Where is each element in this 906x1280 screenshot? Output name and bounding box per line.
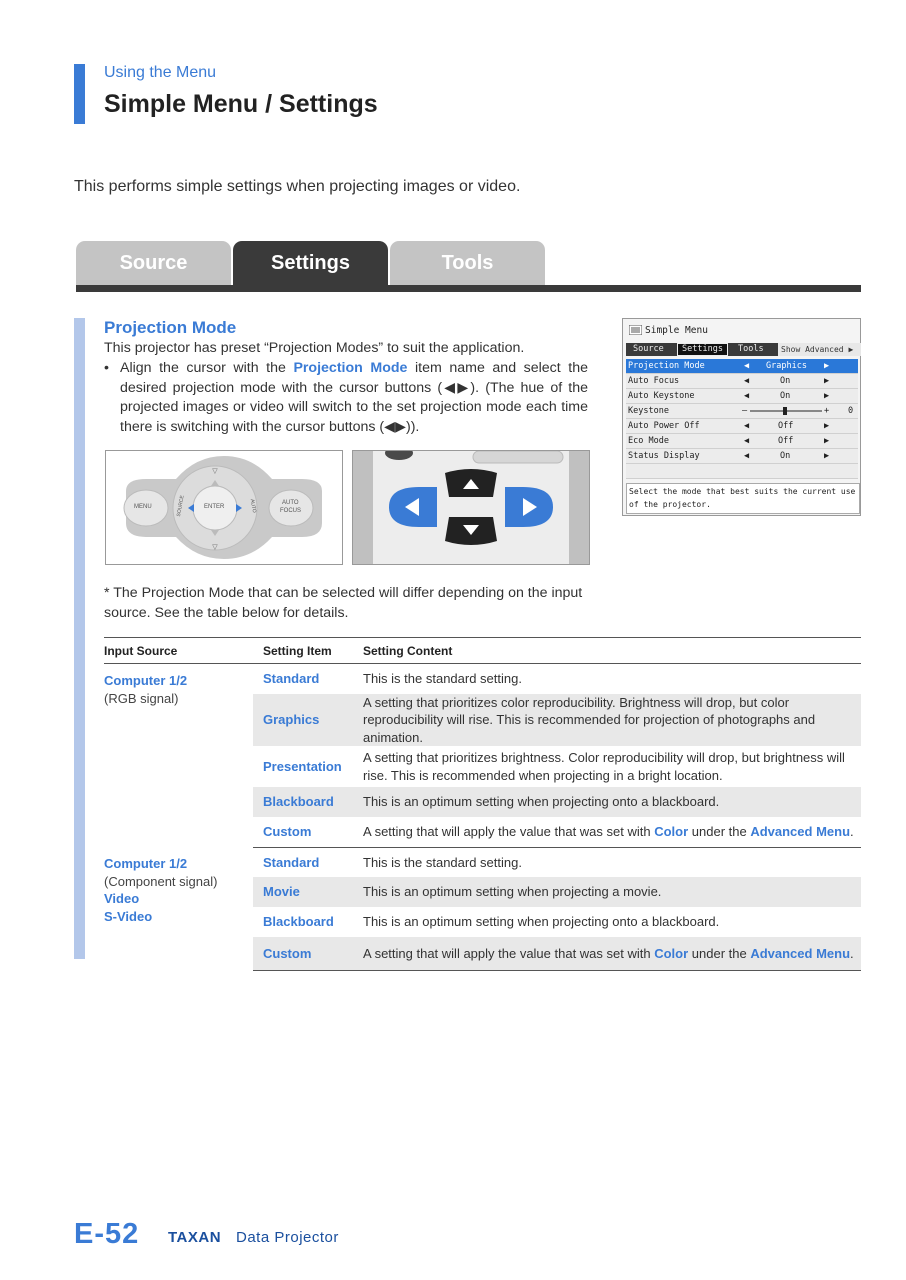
setting-item: Custom xyxy=(253,937,363,970)
osd-row-value: Graphics xyxy=(766,361,807,371)
bullet-keyword: Projection Mode xyxy=(293,360,408,376)
setting-item: Custom xyxy=(253,817,363,847)
source-name: Video xyxy=(104,891,140,906)
table-row xyxy=(104,847,861,877)
osd-row-label: Projection Mode xyxy=(628,361,705,371)
setting-item: Blackboard xyxy=(253,787,363,817)
osd-row-empty xyxy=(626,464,858,479)
osd-right-arrow-icon: ▶ xyxy=(824,376,830,386)
section-title: Projection Mode xyxy=(104,318,237,337)
simple-menu-screenshot xyxy=(622,318,861,516)
svg-text:▽: ▽ xyxy=(212,467,218,475)
osd-tab-tools[interactable]: Tools xyxy=(738,344,764,354)
remote-source-label: SOURCE xyxy=(175,494,186,518)
page-title: Simple Menu / Settings xyxy=(104,90,378,118)
osd-plus-icon: + xyxy=(824,406,830,416)
osd-tab-show-advanced[interactable]: Show Advanced ▶ xyxy=(778,343,861,356)
setting-content: This is the standard setting. xyxy=(363,671,522,686)
source-name: Computer 1/2 xyxy=(104,856,188,871)
note-text: * The Projection Mode that can be selected will differ depending on the input source. See the table below for details. xyxy=(104,585,583,621)
header-setting-content: Setting Content xyxy=(363,638,861,664)
bullet-text-post: item name and select the desired projection mode with the cursor buttons (◀▶). (The hue of the projected images or video will switch to the set projection mode each time there is switching with the cursor buttons (◀▶)). xyxy=(120,360,588,435)
content-text: . xyxy=(850,945,854,961)
osd-show-advanced-label: Show Advanced xyxy=(781,345,844,354)
osd-help-text: Select the mode that best suits the current use of the projector. xyxy=(626,483,860,514)
osd-right-arrow-icon: ▶ xyxy=(824,421,830,431)
section-intro: This projector has preset “Projection Modes” to suit the application. xyxy=(104,340,525,356)
osd-left-arrow-icon: ◀ xyxy=(744,391,750,401)
content-keyword: Color xyxy=(654,945,689,961)
table-header-row xyxy=(104,638,861,664)
osd-row-label: Auto Keystone xyxy=(628,391,695,401)
tab-source[interactable]: Source xyxy=(76,241,231,285)
setting-content: This is the standard setting. xyxy=(363,854,522,870)
remote-auto-label: AUTO xyxy=(248,498,258,514)
osd-left-arrow-icon: ◀ xyxy=(744,361,750,371)
remote-menu-label: MENU xyxy=(134,504,152,510)
osd-row-value: Off xyxy=(778,421,794,431)
remote-auto-focus-label-1: AUTO xyxy=(282,500,299,506)
section-sidebar xyxy=(74,318,85,959)
osd-right-arrow-icon: ▶ xyxy=(824,451,830,461)
osd-right-arrow-icon: ▶ xyxy=(824,361,830,371)
content-keyword: Advanced Menu xyxy=(750,824,851,839)
product-name: Data Projector xyxy=(236,1229,339,1246)
remote-auto-focus-label-2: FOCUS xyxy=(280,508,301,514)
osd-row-auto-keystone[interactable] xyxy=(626,389,858,404)
setting-content: This is an optimum setting when projecting a movie. xyxy=(363,877,861,907)
setting-content: This is an optimum setting when projecting onto a blackboard. xyxy=(363,914,720,930)
content-keyword: Advanced Menu xyxy=(750,945,851,961)
osd-row-status-display[interactable] xyxy=(626,449,858,464)
source-signal: (Component signal) xyxy=(104,873,218,889)
content-text: . xyxy=(850,824,854,839)
osd-left-arrow-icon: ◀ xyxy=(744,436,750,446)
setting-item: Standard xyxy=(263,671,320,686)
osd-left-arrow-icon: ◀ xyxy=(744,421,750,431)
osd-tab-bar xyxy=(626,343,858,356)
osd-tab-settings[interactable]: Settings xyxy=(677,343,728,356)
content-text: under the xyxy=(688,824,751,839)
osd-minus-icon: – xyxy=(742,406,748,416)
intro-text: This performs simple settings when projecting images or video. xyxy=(74,178,521,195)
source-name: S-Video xyxy=(104,908,153,924)
osd-row-value: On xyxy=(780,391,791,401)
content-text: A setting that will apply the value that was set with xyxy=(363,824,655,839)
osd-row-value: 0 xyxy=(848,406,854,416)
content-text: under the xyxy=(688,945,751,961)
setting-content: This is an optimum setting when projecting onto a blackboard. xyxy=(363,787,861,817)
content-text: A setting that will apply the value that was set with xyxy=(363,945,655,961)
bullet-instruction xyxy=(104,359,588,437)
setting-content xyxy=(363,817,861,847)
setting-item: Movie xyxy=(253,877,363,907)
tab-underline xyxy=(76,285,861,292)
brand-logo: TAXAN xyxy=(168,1229,222,1246)
setting-item: Presentation xyxy=(263,758,342,774)
osd-row-eco-mode[interactable] xyxy=(626,434,858,449)
keystone-slider-handle[interactable] xyxy=(783,407,787,415)
osd-row-label: Auto Power Off xyxy=(628,421,700,431)
osd-right-arrow-icon: ▶ xyxy=(824,391,830,401)
bullet-text-pre: Align the cursor with the xyxy=(120,360,294,376)
header-input-source: Input Source xyxy=(104,638,253,664)
osd-row-auto-power-off[interactable] xyxy=(626,419,858,434)
setting-item: Graphics xyxy=(253,694,363,747)
setting-content: A setting that prioritizes brightness. Color reproducibility will drop, but brightness will rise. This is recommended when projecting in a bright location. xyxy=(363,750,845,783)
source-name: Computer 1/2 xyxy=(104,673,188,688)
osd-row-keystone[interactable] xyxy=(626,404,858,419)
content-keyword: Color xyxy=(654,824,689,839)
page-number: E-52 xyxy=(74,1218,140,1250)
tab-tools[interactable]: Tools xyxy=(390,241,545,285)
remote-enter-label: ENTER xyxy=(204,504,225,510)
setting-item: Blackboard xyxy=(263,914,334,930)
osd-left-arrow-icon: ◀ xyxy=(744,451,750,461)
svg-text:▽: ▽ xyxy=(212,543,218,551)
projection-mode-table xyxy=(104,637,861,971)
osd-left-arrow-icon: ◀ xyxy=(744,376,750,386)
osd-row-label: Eco Mode xyxy=(628,436,669,446)
osd-right-arrow-icon: ▶ xyxy=(824,436,830,446)
osd-row-value: On xyxy=(780,451,791,461)
osd-tab-source[interactable]: Source xyxy=(633,344,664,354)
tab-settings[interactable]: Settings xyxy=(233,241,388,285)
breadcrumb: Using the Menu xyxy=(104,64,217,81)
setting-content xyxy=(363,937,861,970)
osd-row-value: Off xyxy=(778,436,794,446)
bullet-dot: • xyxy=(104,360,109,376)
osd-row-value: On xyxy=(780,376,791,386)
osd-row-label: Status Display xyxy=(628,451,700,461)
menu-list-icon xyxy=(629,325,642,335)
setting-content: A setting that prioritizes color reproducibility. Brightness will drop, but color reproducibility will rise. This is recommended for projection of photographs and animation. xyxy=(363,694,861,747)
osd-row-label: Auto Focus xyxy=(628,376,680,386)
remote-control-image xyxy=(105,450,343,565)
source-cell-rgb xyxy=(104,664,253,848)
source-signal: (RGB signal) xyxy=(104,690,179,706)
osd-row-auto-focus[interactable] xyxy=(626,374,858,389)
table-row xyxy=(104,664,861,694)
cursor-buttons-image xyxy=(352,450,590,565)
header-setting-item: Setting Item xyxy=(253,638,363,664)
source-cell-component xyxy=(104,847,253,970)
osd-row-projection-mode[interactable] xyxy=(626,359,858,374)
setting-item: Standard xyxy=(263,854,320,870)
osd-title: Simple Menu xyxy=(645,325,708,336)
cursor-buttons-graphic xyxy=(353,451,589,564)
osd-row-label: Keystone xyxy=(628,406,669,416)
header-accent-bar xyxy=(74,64,85,124)
